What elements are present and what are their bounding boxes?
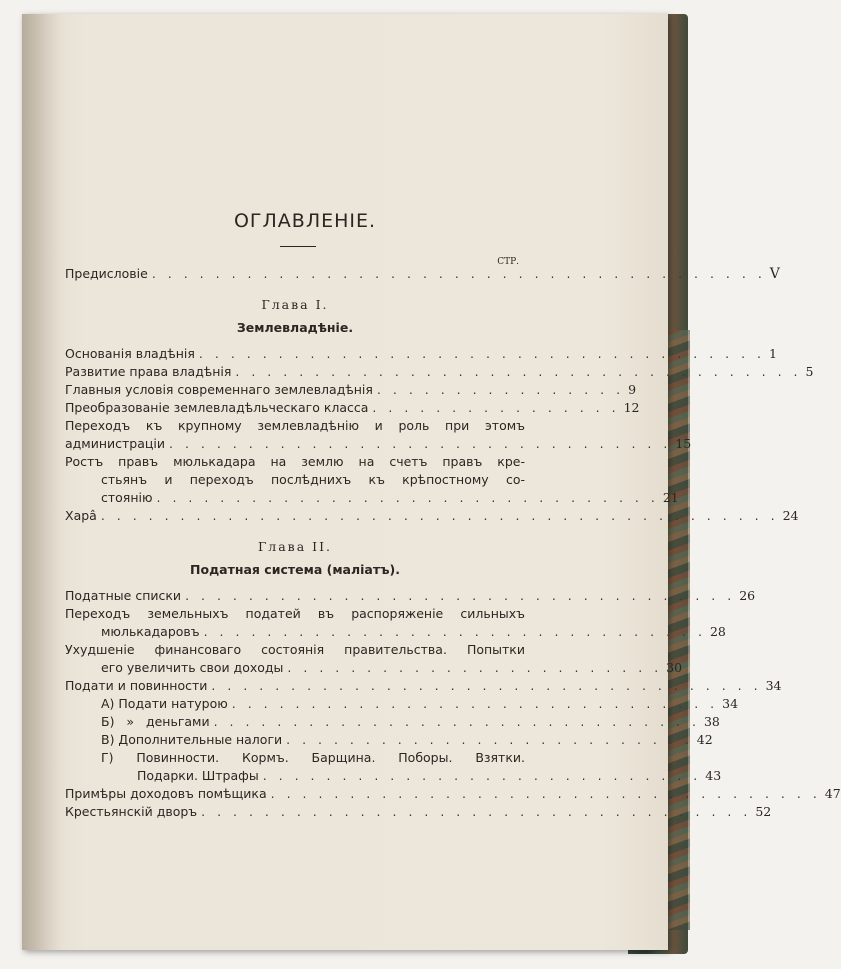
toc-entry-text: Г) Повинности. Кормъ. Барщина. Поборы. Взятки. xyxy=(101,750,525,765)
leader-dots: . . . . . . . . . . . . . . . . . . . . . . . . . . . . . . . . . . . . . . . . . . . xyxy=(100,508,779,523)
title-rule xyxy=(280,246,316,247)
toc-entry-text: Переходъ земельныхъ податей въ распоряженіе сильныхъ xyxy=(65,606,525,621)
leader-dots: . . . . . . . . . . . . . . . . . . . . . . . . . . . . . . . xyxy=(213,714,700,729)
leader-dots: . . . . . . . . . . . . . . . . . . . . . . . . . . . . . . . . . . . . xyxy=(198,346,766,361)
toc-entry-text: Харâ xyxy=(65,508,97,523)
toc-entry-text: Подати и повинности xyxy=(65,678,208,693)
toc-entry-text: Ростъ правъ мюлькадара на землю на счетъ правъ кре- xyxy=(65,454,525,469)
leader-dots: . . . . . . . . . . . . . . . . . . . . . . . . . . . . . . . . xyxy=(156,490,659,505)
page-title: ОГЛАВЛЕНІЕ. xyxy=(233,210,377,232)
toc-entry-text: Предисловіе xyxy=(65,266,148,281)
toc-subentry xyxy=(65,713,720,731)
toc-entry xyxy=(65,345,777,363)
leader-dots: . . . . . . . . . . . . . . . . . . . . . . . . . . . . xyxy=(262,768,702,783)
toc-entry-text-cont: стоянію xyxy=(101,490,153,505)
toc-entry-text-cont: стьянъ и переходъ послѣднихъ къ крѣпостному со- xyxy=(101,472,525,487)
toc-page-number: 12 xyxy=(623,400,640,415)
toc-subentry xyxy=(65,695,739,713)
leader-dots: . . . . . . . . . . . . . . . . . . . . . . . . . . . . . . . . . . . xyxy=(270,786,821,801)
toc-entry xyxy=(65,453,679,507)
page-column-label: СТР. xyxy=(497,257,519,267)
toc-entry xyxy=(65,641,683,677)
table-of-contents xyxy=(65,210,841,821)
toc-entry-text: Развитие права владѣнія xyxy=(65,364,232,379)
toc-page-number: 47 xyxy=(824,786,841,801)
toc-page-number: 26 xyxy=(739,588,756,603)
toc-entry-text: А) Подати натурою xyxy=(101,696,228,711)
toc-entry-text-cont: мюлькадаровъ xyxy=(101,624,200,639)
toc-page-number: 42 xyxy=(696,732,713,747)
toc-subentry xyxy=(65,749,722,785)
toc-entry-text: Крестьянскій дворъ xyxy=(65,804,198,819)
toc-entry-text: Главныя условія современнаго землевладѣнія xyxy=(65,382,373,397)
toc-entry xyxy=(65,803,772,821)
leader-dots: . . . . . . . . . . . . . . . . . . . . . . . . xyxy=(287,660,663,675)
toc-page-number: 52 xyxy=(755,804,772,819)
toc-entry xyxy=(65,363,814,381)
toc-page-number: 1 xyxy=(769,346,777,361)
toc-entry-text: Примѣры доходовъ помѣщика xyxy=(65,786,267,801)
toc-entry xyxy=(65,417,692,453)
toc-entry xyxy=(65,587,756,605)
toc-entry xyxy=(65,785,841,803)
toc-entry-preface xyxy=(65,265,780,283)
leader-dots: . . . . . . . . . . . . . . . . . . . . . . . . . . xyxy=(286,732,693,747)
leader-dots: . . . . . . . . . . . . . . . . . . . . . . . . . . . . . . . . xyxy=(169,436,672,451)
leader-dots: . . . . . . . . . . . . . . . . . . . . . . . . . . . . . . . . . . . xyxy=(201,804,752,819)
chapter-subtitle: Землевладѣніе. xyxy=(236,320,354,335)
toc-page-number: 34 xyxy=(722,696,739,711)
toc-entry-text-cont: администраціи xyxy=(65,436,166,451)
toc-page-number: 38 xyxy=(703,714,720,729)
toc-page-number: 34 xyxy=(765,678,782,693)
leader-dots: . . . . . . . . . . . . . . . . xyxy=(372,400,620,415)
chapter-heading: Глава І. xyxy=(261,297,329,312)
toc-page-number: 15 xyxy=(675,436,692,451)
leader-dots: . . . . . . . . . . . . . . . . . . . . . . . . . . . . . . . . . . . . . . . xyxy=(151,266,766,281)
toc-entry xyxy=(65,677,782,695)
toc-entry xyxy=(65,605,726,641)
toc-entry-text: Податные списки xyxy=(65,588,182,603)
spine-shadow xyxy=(22,14,62,950)
leader-dots: . . . . . . . . . . . . . . . . . . . . . . . . . . . . . . . . . . . . xyxy=(235,364,802,379)
toc-entry-text-cont: Подарки. Штрафы xyxy=(137,768,259,783)
toc-entry-text-cont: его увеличить свои доходы xyxy=(101,660,284,675)
toc-entry-text: Переходъ къ крупному землевладѣнію и роль при этомъ xyxy=(65,418,525,433)
toc-entry-text: В) Дополнительные налоги xyxy=(101,732,283,747)
toc-page-number: 24 xyxy=(782,508,799,523)
toc-page-number: 43 xyxy=(705,768,722,783)
chapter-heading: Глава II. xyxy=(258,539,332,554)
toc-entry xyxy=(65,381,637,399)
toc-page-number: 5 xyxy=(805,364,814,379)
leader-dots: . . . . . . . . . . . . . . . . . . . . . . . . . . . . . . . . xyxy=(203,624,706,639)
toc-page-number: 21 xyxy=(662,490,679,505)
toc-entry xyxy=(65,399,640,417)
toc-subentry xyxy=(65,731,713,749)
leader-dots: . . . . . . . . . . . . . . . . . . . . . . . . . . . . . . . . . . . xyxy=(211,678,762,693)
toc-page-number: 9 xyxy=(628,382,637,397)
leader-dots: . . . . . . . . . . . . . . . . . . . . . . . . . . . . . . . xyxy=(231,696,719,711)
leader-dots: . . . . . . . . . . . . . . . . xyxy=(376,382,625,397)
leader-dots: . . . . . . . . . . . . . . . . . . . . . . . . . . . . . . . . . . . xyxy=(185,588,736,603)
toc-entry xyxy=(65,507,799,525)
toc-entry-text: Ухудшеніе финансоваго состоянія правительства. Попытки xyxy=(65,642,525,657)
toc-page-number: 28 xyxy=(709,624,726,639)
toc-entry-text: Б) » деньгами xyxy=(101,714,210,729)
chapter-subtitle: Податная система (маліатъ). xyxy=(190,562,400,577)
toc-entry-text: Преобразованіе землевладѣльческаго класса xyxy=(65,400,369,415)
toc-page-number: 30 xyxy=(666,660,683,675)
toc-page-number: V xyxy=(769,266,780,282)
toc-entry-text: Основанія владѣнія xyxy=(65,346,195,361)
